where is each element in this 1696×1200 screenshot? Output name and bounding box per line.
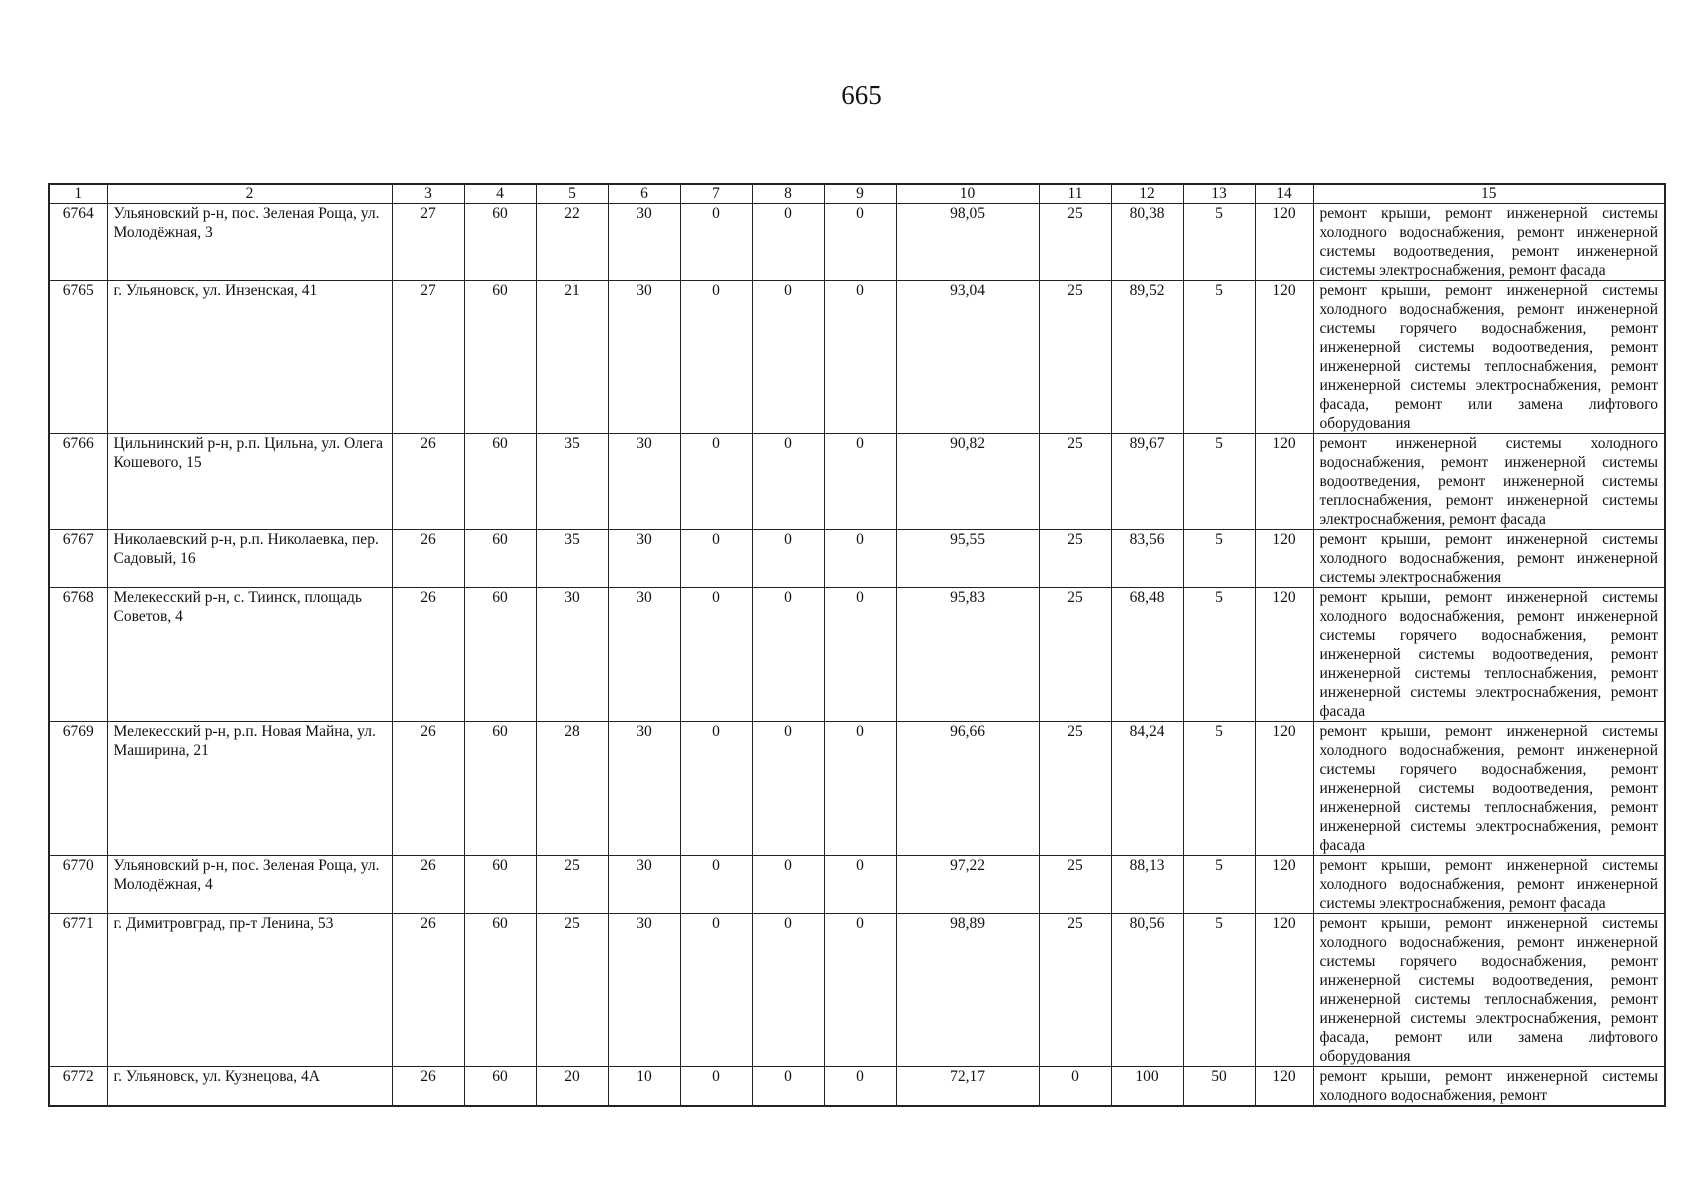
row-col-9: 0 (824, 281, 896, 434)
row-address: г. Димитровград, пр-т Ленина, 53 (107, 914, 392, 1067)
row-col-11: 25 (1039, 588, 1111, 722)
table-row (49, 1067, 1665, 1107)
row-address: Ульяновский р-н, пос. Зеленая Роща, ул. Молодёжная, 3 (107, 204, 392, 281)
row-works-list: ремонт крыши, ремонт инженерной системы холодного водоснабжения, ремонт инженерной системы электроснабжения, ремонт фасада (1313, 856, 1665, 914)
row-address: Мелекесский р-н, с. Тиинск, площадь Советов, 4 (107, 588, 392, 722)
row-col-9: 0 (824, 722, 896, 856)
row-col-11: 25 (1039, 281, 1111, 434)
row-col-12: 100 (1111, 1067, 1183, 1107)
row-address: Цильнинский р-н, р.п. Цильна, ул. Олега Кошевого, 15 (107, 434, 392, 530)
row-col-14: 120 (1255, 434, 1313, 530)
row-col-9: 0 (824, 588, 896, 722)
row-col-4: 60 (464, 1067, 536, 1107)
row-col-6: 30 (608, 588, 680, 722)
page-number: 665 (841, 80, 882, 110)
row-works-list: ремонт крыши, ремонт инженерной системы холодного водоснабжения, ремонт (1313, 1067, 1665, 1107)
row-col-8: 0 (752, 914, 824, 1067)
column-header: 15 (1313, 184, 1665, 204)
row-col-10: 98,05 (896, 204, 1039, 281)
row-col-8: 0 (752, 722, 824, 856)
row-address: г. Ульяновск, ул. Инзенская, 41 (107, 281, 392, 434)
row-col-11: 25 (1039, 530, 1111, 588)
row-id: 6771 (49, 914, 107, 1067)
table-row (49, 914, 1665, 1067)
column-header: 4 (464, 184, 536, 204)
row-col-3: 26 (392, 722, 464, 856)
row-col-6: 30 (608, 856, 680, 914)
row-col-3: 26 (392, 588, 464, 722)
table-row (49, 530, 1665, 588)
row-col-10: 95,55 (896, 530, 1039, 588)
row-col-3: 26 (392, 1067, 464, 1107)
column-header: 9 (824, 184, 896, 204)
row-col-13: 5 (1183, 914, 1255, 1067)
row-col-12: 80,56 (1111, 914, 1183, 1067)
row-col-5: 35 (536, 434, 608, 530)
row-col-6: 10 (608, 1067, 680, 1107)
row-col-12: 68,48 (1111, 588, 1183, 722)
row-col-13: 5 (1183, 588, 1255, 722)
row-col-7: 0 (680, 434, 752, 530)
row-id: 6770 (49, 856, 107, 914)
row-col-3: 26 (392, 914, 464, 1067)
row-col-7: 0 (680, 1067, 752, 1107)
row-col-4: 60 (464, 530, 536, 588)
row-col-12: 80,38 (1111, 204, 1183, 281)
row-id: 6767 (49, 530, 107, 588)
table-row (49, 281, 1665, 434)
table-row (49, 722, 1665, 856)
row-col-10: 93,04 (896, 281, 1039, 434)
row-col-11: 25 (1039, 434, 1111, 530)
row-col-7: 0 (680, 914, 752, 1067)
row-col-3: 27 (392, 281, 464, 434)
row-col-5: 28 (536, 722, 608, 856)
row-col-13: 5 (1183, 856, 1255, 914)
row-works-list: ремонт крыши, ремонт инженерной системы холодного водоснабжения, ремонт инженерной системы водоотведения, ремонт инженерной системы электроснабжения, ремонт фасада (1313, 204, 1665, 281)
row-col-5: 21 (536, 281, 608, 434)
row-id: 6765 (49, 281, 107, 434)
row-col-8: 0 (752, 856, 824, 914)
row-col-4: 60 (464, 434, 536, 530)
row-col-4: 60 (464, 856, 536, 914)
row-col-12: 88,13 (1111, 856, 1183, 914)
column-header: 3 (392, 184, 464, 204)
row-col-4: 60 (464, 204, 536, 281)
row-col-6: 30 (608, 434, 680, 530)
row-col-10: 96,66 (896, 722, 1039, 856)
table-row (49, 588, 1665, 722)
row-col-7: 0 (680, 204, 752, 281)
row-col-7: 0 (680, 722, 752, 856)
row-works-list: ремонт крыши, ремонт инженерной системы холодного водоснабжения, ремонт инженерной системы горячего водоснабжения, ремонт инженерной системы водоотведения, ремонт инженерной системы теплоснабжения, ремонт инженерной системы электроснабжения, ремонт фасада (1313, 588, 1665, 722)
column-header: 8 (752, 184, 824, 204)
row-col-14: 120 (1255, 588, 1313, 722)
row-col-3: 26 (392, 434, 464, 530)
row-works-list: ремонт крыши, ремонт инженерной системы холодного водоснабжения, ремонт инженерной системы горячего водоснабжения, ремонт инженерной системы водоотведения, ремонт инженерной системы теплоснабжения, ремонт инженерной системы электроснабжения, ремонт фасада (1313, 722, 1665, 856)
table-row (49, 856, 1665, 914)
row-col-13: 5 (1183, 204, 1255, 281)
row-col-4: 60 (464, 914, 536, 1067)
row-col-8: 0 (752, 530, 824, 588)
row-col-13: 50 (1183, 1067, 1255, 1107)
row-col-11: 25 (1039, 204, 1111, 281)
row-col-7: 0 (680, 856, 752, 914)
row-col-14: 120 (1255, 722, 1313, 856)
row-col-5: 30 (536, 588, 608, 722)
row-col-11: 0 (1039, 1067, 1111, 1107)
row-col-11: 25 (1039, 914, 1111, 1067)
row-id: 6769 (49, 722, 107, 856)
row-col-5: 35 (536, 530, 608, 588)
row-col-14: 120 (1255, 1067, 1313, 1107)
row-col-13: 5 (1183, 281, 1255, 434)
row-col-8: 0 (752, 434, 824, 530)
row-id: 6766 (49, 434, 107, 530)
row-col-10: 72,17 (896, 1067, 1039, 1107)
row-col-8: 0 (752, 204, 824, 281)
row-id: 6764 (49, 204, 107, 281)
row-col-13: 5 (1183, 722, 1255, 856)
row-col-14: 120 (1255, 281, 1313, 434)
row-col-9: 0 (824, 914, 896, 1067)
row-works-list: ремонт крыши, ремонт инженерной системы холодного водоснабжения, ремонт инженерной системы электроснабжения (1313, 530, 1665, 588)
row-col-12: 89,67 (1111, 434, 1183, 530)
row-col-9: 0 (824, 530, 896, 588)
row-col-10: 95,83 (896, 588, 1039, 722)
row-col-3: 26 (392, 856, 464, 914)
row-col-12: 89,52 (1111, 281, 1183, 434)
column-header: 2 (107, 184, 392, 204)
row-col-4: 60 (464, 722, 536, 856)
column-header: 12 (1111, 184, 1183, 204)
row-col-10: 97,22 (896, 856, 1039, 914)
row-col-6: 30 (608, 914, 680, 1067)
row-col-3: 26 (392, 530, 464, 588)
row-col-5: 25 (536, 914, 608, 1067)
row-col-5: 25 (536, 856, 608, 914)
row-col-11: 25 (1039, 722, 1111, 856)
table-row (49, 204, 1665, 281)
row-address: Мелекесский р-н, р.п. Новая Майна, ул. Маширина, 21 (107, 722, 392, 856)
row-col-9: 0 (824, 434, 896, 530)
housing-repair-table (48, 183, 1666, 1107)
row-col-7: 0 (680, 281, 752, 434)
row-col-9: 0 (824, 204, 896, 281)
row-col-7: 0 (680, 588, 752, 722)
row-col-6: 30 (608, 204, 680, 281)
row-col-6: 30 (608, 281, 680, 434)
row-col-14: 120 (1255, 530, 1313, 588)
row-col-11: 25 (1039, 856, 1111, 914)
table-row (49, 434, 1665, 530)
row-col-9: 0 (824, 1067, 896, 1107)
row-col-12: 83,56 (1111, 530, 1183, 588)
row-address: Ульяновский р-н, пос. Зеленая Роща, ул. Молодёжная, 4 (107, 856, 392, 914)
column-number-row (49, 184, 1665, 204)
row-address: г. Ульяновск, ул. Кузнецова, 4А (107, 1067, 392, 1107)
column-header: 1 (49, 184, 107, 204)
column-header: 7 (680, 184, 752, 204)
column-header: 11 (1039, 184, 1111, 204)
row-col-8: 0 (752, 1067, 824, 1107)
row-id: 6772 (49, 1067, 107, 1107)
row-works-list: ремонт крыши, ремонт инженерной системы холодного водоснабжения, ремонт инженерной системы горячего водоснабжения, ремонт инженерной системы водоотведения, ремонт инженерной системы теплоснабжения, ремонт инженерной системы электроснабжения, ремонт фасада, ремонт или замена лифтового оборудования (1313, 914, 1665, 1067)
row-col-5: 22 (536, 204, 608, 281)
row-col-14: 120 (1255, 204, 1313, 281)
row-col-6: 30 (608, 530, 680, 588)
column-header: 13 (1183, 184, 1255, 204)
row-col-12: 84,24 (1111, 722, 1183, 856)
row-col-9: 0 (824, 856, 896, 914)
row-col-4: 60 (464, 281, 536, 434)
row-col-8: 0 (752, 588, 824, 722)
row-works-list: ремонт крыши, ремонт инженерной системы холодного водоснабжения, ремонт инженерной системы горячего водоснабжения, ремонт инженерной системы водоотведения, ремонт инженерной системы теплоснабжения, ремонт инженерной системы электроснабжения, ремонт фасада, ремонт или замена лифтового оборудования (1313, 281, 1665, 434)
row-col-3: 27 (392, 204, 464, 281)
row-col-14: 120 (1255, 856, 1313, 914)
column-header: 10 (896, 184, 1039, 204)
row-col-4: 60 (464, 588, 536, 722)
row-works-list: ремонт инженерной системы холодного водоснабжения, ремонт инженерной системы водоотведения, ремонт инженерной системы теплоснабжения, ремонт инженерной системы электроснабжения, ремонт фасада (1313, 434, 1665, 530)
row-address: Николаевский р-н, р.п. Николаевка, пер. Садовый, 16 (107, 530, 392, 588)
row-col-6: 30 (608, 722, 680, 856)
row-col-7: 0 (680, 530, 752, 588)
row-col-8: 0 (752, 281, 824, 434)
row-col-5: 20 (536, 1067, 608, 1107)
row-id: 6768 (49, 588, 107, 722)
column-header: 14 (1255, 184, 1313, 204)
column-header: 5 (536, 184, 608, 204)
column-header: 6 (608, 184, 680, 204)
row-col-14: 120 (1255, 914, 1313, 1067)
row-col-10: 98,89 (896, 914, 1039, 1067)
row-col-10: 90,82 (896, 434, 1039, 530)
row-col-13: 5 (1183, 530, 1255, 588)
row-col-13: 5 (1183, 434, 1255, 530)
